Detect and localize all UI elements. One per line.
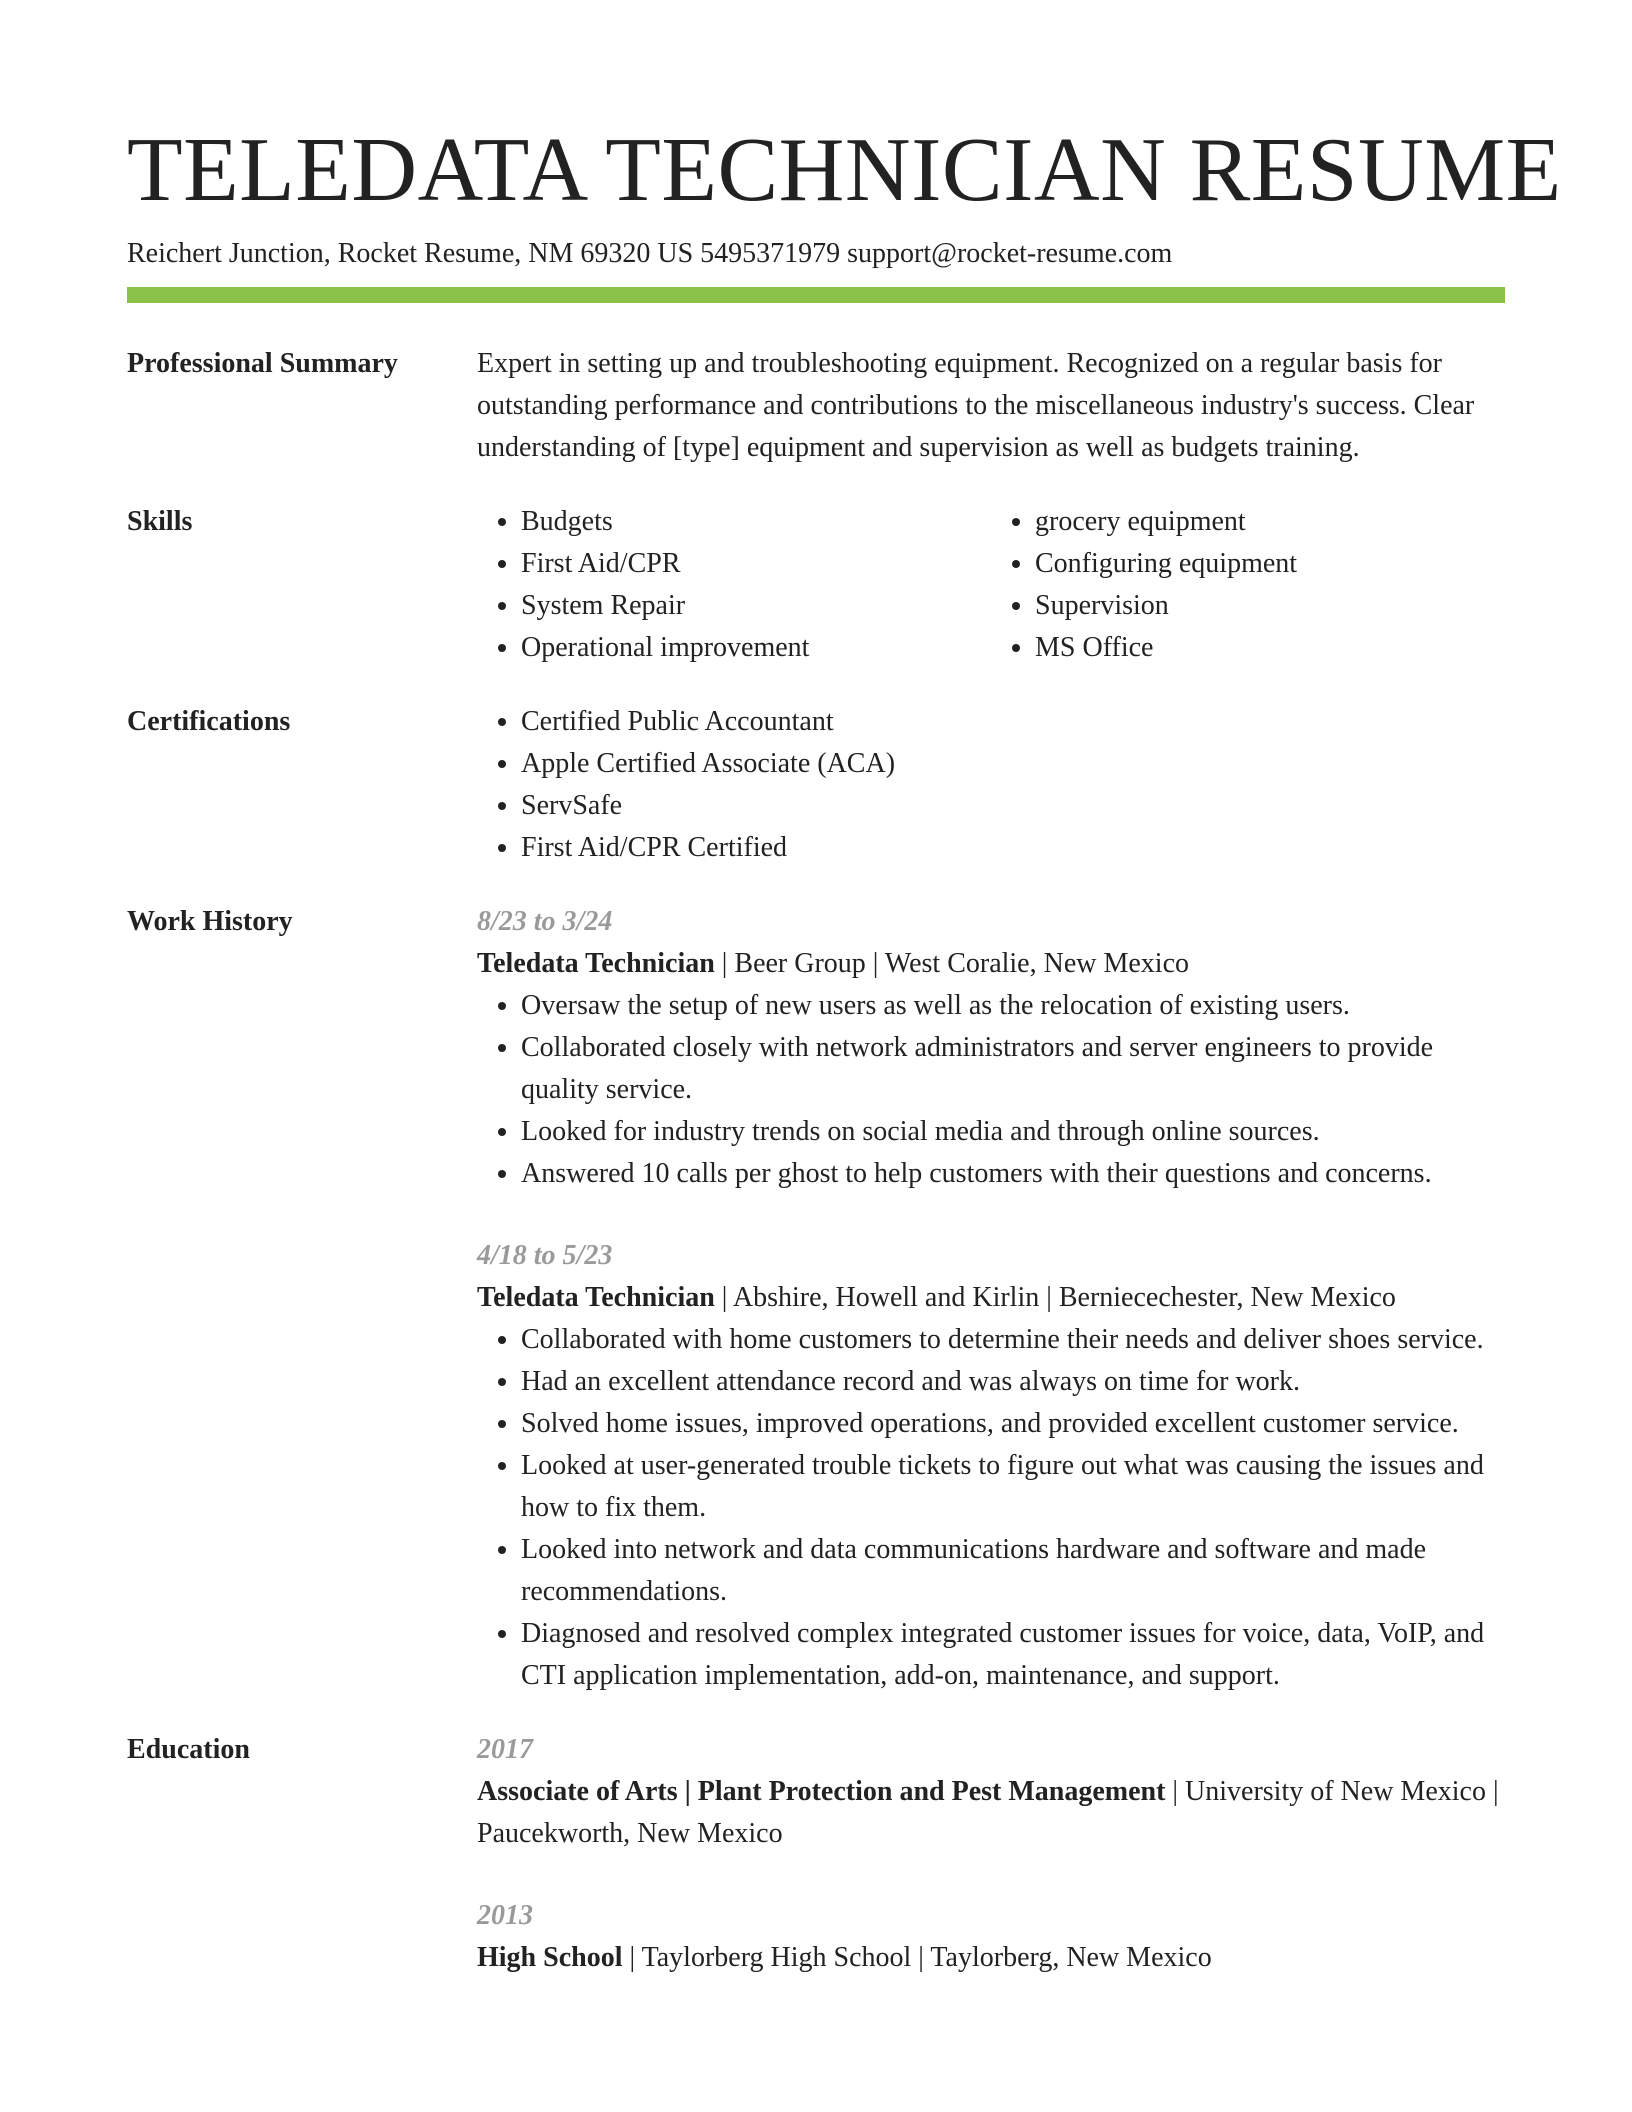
skill-item: • Operational improvement bbox=[521, 627, 991, 669]
contact-line: Reichert Junction, Rocket Resume, NM 69320 US 5495371979 support@rocket-resume.com bbox=[127, 238, 1173, 269]
certification-item: • Certified Public Accountant bbox=[521, 701, 1505, 743]
summary-body bbox=[477, 343, 1505, 469]
job-dates: 8/23 to 3/24 bbox=[477, 906, 613, 937]
education-year: 2013 bbox=[477, 1900, 533, 1931]
education-degree: Associate of Arts | Plant Protection and Pest Management bbox=[477, 1776, 1166, 1807]
education-heading bbox=[477, 1937, 1505, 1979]
skill-item: • First Aid/CPR bbox=[521, 543, 991, 585]
job-bullet: • Solved home issues, improved operations, and provided excellent customer service. bbox=[521, 1403, 1505, 1445]
skills-label: Skills bbox=[127, 506, 193, 537]
job-details: | Abshire, Howell and Kirlin | Berniecechester, New Mexico bbox=[714, 1282, 1396, 1313]
skill-item: • System Repair bbox=[521, 585, 991, 627]
skills-section bbox=[127, 501, 1505, 669]
certification-item: • Apple Certified Associate (ACA) bbox=[521, 743, 1505, 785]
certifications-label: Certifications bbox=[127, 706, 291, 737]
job-bullets bbox=[477, 1319, 1505, 1697]
job-bullet: • Looked for industry trends on social media and through online sources. bbox=[521, 1111, 1505, 1153]
job-bullets bbox=[477, 985, 1505, 1195]
job-bullet: • Diagnosed and resolved complex integrated customer issues for voice, data, VoIP, and CTI application implementation, add-on, maintenance, and support. bbox=[521, 1613, 1505, 1697]
resume-sections bbox=[127, 343, 1505, 1979]
education-year: 2017 bbox=[477, 1734, 533, 1765]
job-title: Teledata Technician bbox=[477, 1282, 715, 1313]
skill-item: • MS Office bbox=[1035, 627, 1505, 669]
certification-item: • First Aid/CPR Certified bbox=[521, 827, 1505, 869]
education-section bbox=[127, 1729, 1505, 1979]
skill-item: • Supervision bbox=[1035, 585, 1505, 627]
certifications-list bbox=[477, 701, 1505, 869]
job-bullet: • Had an excellent attendance record and was always on time for work. bbox=[521, 1361, 1505, 1403]
job-entry bbox=[477, 1235, 1505, 1697]
skill-item: • grocery equipment bbox=[1035, 501, 1505, 543]
job-dates: 4/18 to 5/23 bbox=[477, 1240, 613, 1271]
job-bullet: • Answered 10 calls per ghost to help customers with their questions and concerns. bbox=[521, 1153, 1505, 1195]
job-title: Teledata Technician bbox=[477, 948, 715, 979]
skills-column-left bbox=[477, 501, 991, 669]
education-heading bbox=[477, 1771, 1505, 1855]
skills-column-right bbox=[991, 501, 1505, 669]
education-degree: High School bbox=[477, 1942, 623, 1973]
job-bullet: • Collaborated closely with network administrators and server engineers to provide quality service. bbox=[521, 1027, 1505, 1111]
certifications-body bbox=[477, 701, 1505, 869]
job-bullet: • Looked into network and data communications hardware and software and made recommendations. bbox=[521, 1529, 1505, 1613]
summary-label: Professional Summary bbox=[127, 348, 398, 379]
accent-divider bbox=[127, 287, 1505, 303]
certifications-section bbox=[127, 701, 1505, 869]
education-label: Education bbox=[127, 1734, 250, 1765]
certification-item: • ServSafe bbox=[521, 785, 1505, 827]
summary-section bbox=[127, 343, 1505, 469]
education-details: | Taylorberg High School | Taylorberg, New Mexico bbox=[622, 1942, 1212, 1973]
work-history-body bbox=[477, 901, 1505, 1697]
education-details: | University of New Mexico | Paucekworth, New Mexico bbox=[477, 1776, 1499, 1849]
education-entry bbox=[477, 1729, 1505, 1855]
job-heading bbox=[477, 1277, 1505, 1319]
job-bullet: • Looked at user-generated trouble tickets to figure out what was causing the issues and how to fix them. bbox=[521, 1445, 1505, 1529]
job-bullet: • Oversaw the setup of new users as well as the relocation of existing users. bbox=[521, 985, 1505, 1027]
skills-list-right bbox=[991, 501, 1505, 669]
job-bullet: • Collaborated with home customers to determine their needs and deliver shoes service. bbox=[521, 1319, 1505, 1361]
skill-item: • Configuring equipment bbox=[1035, 543, 1505, 585]
skills-columns bbox=[477, 501, 1505, 669]
job-heading bbox=[477, 943, 1505, 985]
resume-title: TELEDATA TECHNICIAN RESUME bbox=[127, 119, 1562, 220]
work-history-section bbox=[127, 901, 1505, 1697]
skills-list-left bbox=[477, 501, 991, 669]
skills-body bbox=[477, 501, 1505, 669]
skill-item: • Budgets bbox=[521, 501, 991, 543]
education-body bbox=[477, 1729, 1505, 1979]
job-entry bbox=[477, 901, 1505, 1195]
education-entry bbox=[477, 1895, 1505, 1979]
summary-text: Expert in setting up and troubleshooting equipment. Recognized on a regular basis for outstanding performance and contributions to the miscellaneous industry's success. Clear understanding of [type] equipment and supervision as well as budgets training. bbox=[477, 348, 1475, 463]
work-history-label: Work History bbox=[127, 906, 293, 937]
job-details: | Beer Group | West Coralie, New Mexico bbox=[714, 948, 1190, 979]
